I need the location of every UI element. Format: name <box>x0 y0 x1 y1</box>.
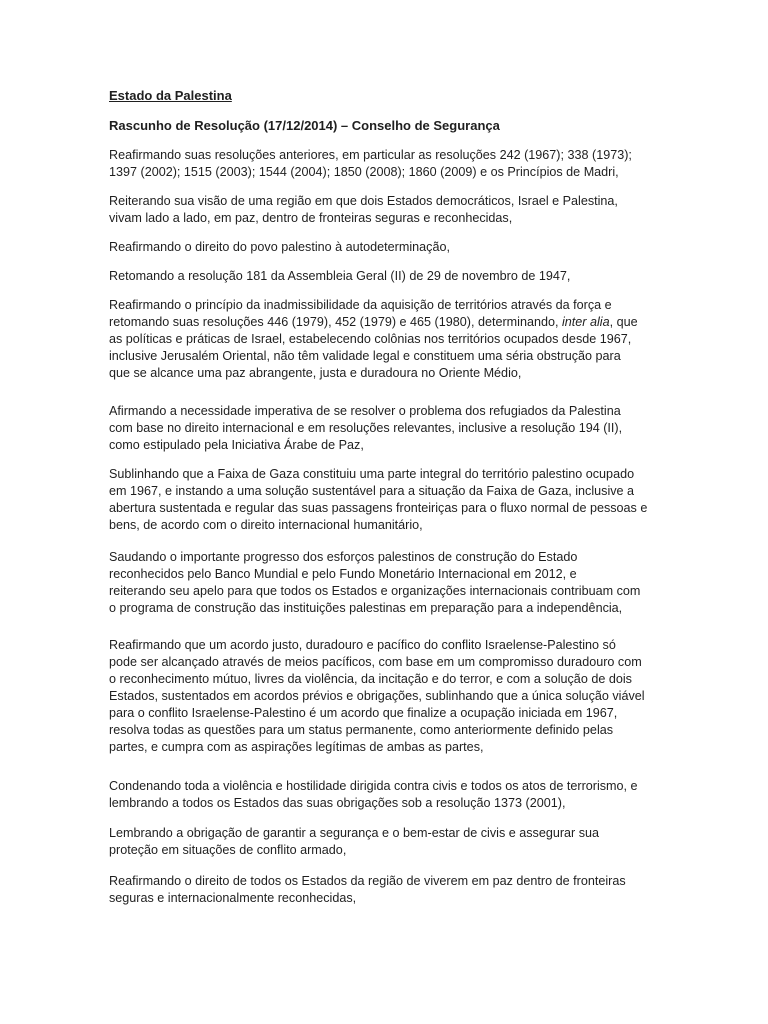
paragraph <box>109 268 669 285</box>
paragraph <box>109 239 669 256</box>
paragraph <box>109 778 669 812</box>
paragraph <box>109 147 669 181</box>
paragraph <box>109 873 669 907</box>
paragraph-line: Condenando toda a violência e hostilidade dirigida contra civis e todos os atos de terrorismo, e <box>109 779 638 793</box>
paragraph-line: reiterando seu apelo para que todos os Estados e organizações internacionais contribuam com <box>109 584 641 598</box>
latin-phrase: inter alia <box>561 315 610 329</box>
paragraph-line: seguras e internacionalmente reconhecidas, <box>109 891 357 905</box>
paragraph-line: Lembrando a obrigação de garantir a segurança e o bem-estar de civis e assegurar sua <box>109 826 600 840</box>
paragraph-line: retomando suas resoluções 446 (1979), 452 (1979) e 465 (1980), determinando, inter alia, que <box>109 315 638 329</box>
paragraph-line: Sublinhando que a Faixa de Gaza constituiu uma parte integral do território palestino ocupado <box>109 467 635 481</box>
paragraph-line: resolva todas as questões para um status permanente, como anteriormente definido pelas <box>109 723 614 737</box>
paragraph-line: que se alcance uma paz abrangente, justa e duradoura no Oriente Médio, <box>109 366 522 380</box>
paragraph-line: em 1967, e instando a uma solução sustentável para a situação da Faixa de Gaza, inclusive a <box>109 484 635 498</box>
paragraph-line: 1397 (2002); 1515 (2003); 1544 (2004); 1850 (2008); 1860 (2009) e os Princípios de Madri, <box>109 165 619 179</box>
paragraph-line: as políticas e práticas de Israel, estabelecendo colônias nos territórios ocupados desde 1967, <box>109 332 632 346</box>
paragraph-line: vivam lado a lado, em paz, dentro de fronteiras seguras e reconhecidas, <box>109 211 513 225</box>
paragraph-line: para o conflito Israelense-Palestino é um acordo que finalize a ocupação iniciada em 1967, <box>109 706 618 720</box>
paragraph-line: bens, de acordo com o direito internacional humanitário, <box>109 518 423 532</box>
paragraph-line: reconhecidos pelo Banco Mundial e pelo Fundo Monetário Internacional em 2012, e <box>109 567 577 581</box>
paragraph-line: o programa de construção das instituições palestinas em preparação para a independência, <box>109 601 623 615</box>
paragraph-line: Saudando o importante progresso dos esforços palestinos de construção do Estado <box>109 550 578 564</box>
paragraph-line: Estados, sustentados em acordos prévios e obrigações, sublinhando que a única solução viável <box>109 689 645 703</box>
paragraph-line: lembrando a todos os Estados das suas obrigações sob a resolução 1373 (2001), <box>109 796 566 810</box>
paragraph-line: Retomando a resolução 181 da Assembleia Geral (II) de 29 de novembro de 1947, <box>109 269 571 283</box>
paragraph <box>109 637 669 756</box>
paragraph-line: Reiterando sua visão de uma região em que dois Estados democráticos, Israel e Palestina, <box>109 194 618 208</box>
document-title: Estado da Palestina <box>109 88 232 103</box>
paragraph <box>109 549 669 617</box>
paragraph-line: proteção em situações de conflito armado, <box>109 843 347 857</box>
paragraph-line: abertura sustentada e regular das suas passagens fronteiriças para o fluxo normal de pessoas e <box>109 501 648 515</box>
paragraph-line: Afirmando a necessidade imperativa de se resolver o problema dos refugiados da Palestina <box>109 404 621 418</box>
paragraph <box>109 825 669 859</box>
paragraph-line: partes, e cumpra com as aspirações legítimas de ambas as partes, <box>109 740 484 754</box>
paragraph-line: pode ser alcançado através de meios pacíficos, com base em um compromisso duradouro com <box>109 655 642 669</box>
paragraph-line: Reafirmando o direito do povo palestino à autodeterminação, <box>109 240 450 254</box>
paragraph-line: Reafirmando que um acordo justo, duradouro e pacífico do conflito Israelense-Palestino só <box>109 638 616 652</box>
paragraph <box>109 466 669 534</box>
paragraph-line: Reafirmando o princípio da inadmissibilidade da aquisição de territórios através da força e <box>109 298 612 312</box>
paragraph <box>109 193 669 227</box>
paragraph-line: Reafirmando o direito de todos os Estados da região de viverem em paz dentro de fronteiras <box>109 874 626 888</box>
paragraph-line: o reconhecimento mútuo, livres da violência, da incitação e do terror, e com a solução de dois <box>109 672 632 686</box>
paragraph <box>109 403 669 454</box>
paragraph-line: com base no direito internacional e em resoluções relevantes, inclusive a resolução 194 (II), <box>109 421 623 435</box>
paragraph-line: Reafirmando suas resoluções anteriores, em particular as resoluções 242 (1967); 338 (1973); <box>109 148 632 162</box>
paragraph-line: inclusive Jerusalém Oriental, não têm validade legal e constituem uma séria obstrução para <box>109 349 621 363</box>
document-subtitle: Rascunho de Resolução (17/12/2014) – Conselho de Segurança <box>109 118 500 133</box>
paragraph-line: como estipulado pela Iniciativa Árabe de Paz, <box>109 438 364 452</box>
paragraph <box>109 297 669 382</box>
